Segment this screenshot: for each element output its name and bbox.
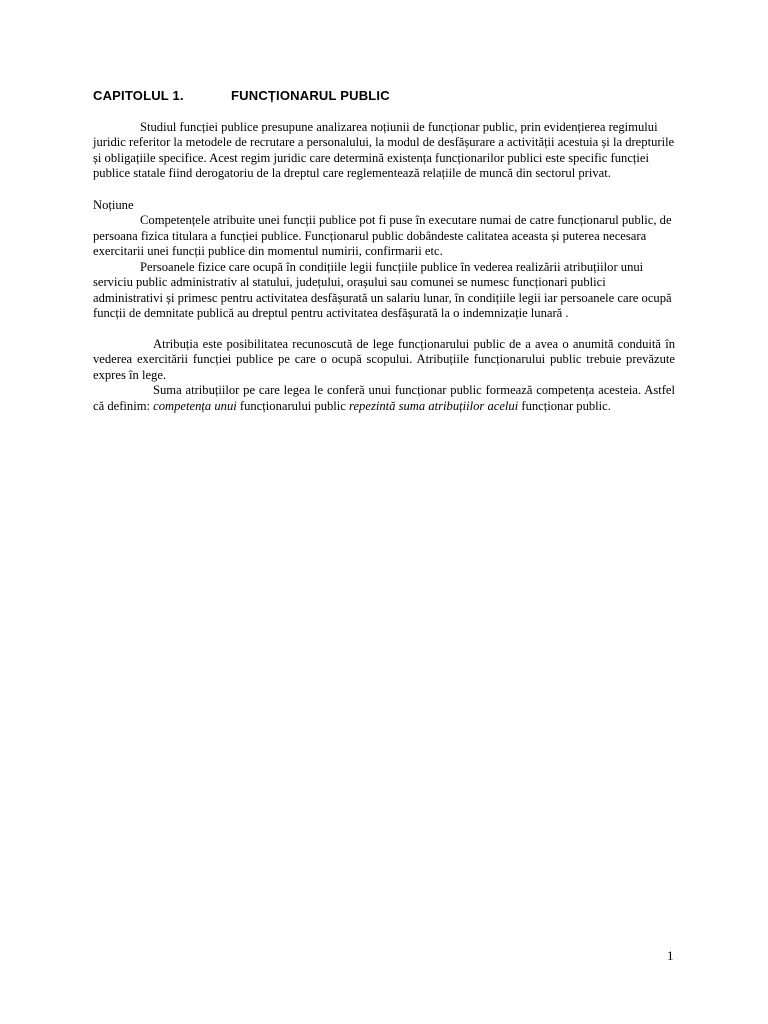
paragraph-gap — [93, 322, 675, 337]
chapter-number: CAPITOLUL 1. — [93, 88, 184, 103]
suma-italic-1: competența unui — [153, 398, 237, 413]
suma-text-1: Suma atribuțiilor pe care legea le conferă unui funcționar public formează competența acesteia. Astfel că definim: — [93, 383, 675, 413]
competente-paragraph: Competențele atribuite unei funcții publice pot fi puse în executare numai de catre funcționarul public, de persoana fizica titulara a funcției publice. Funcționarul public dobândeste calitatea aceasta și puterea necesara exercitarii unei funcții publice din momentul numirii, confirmarii etc. — [93, 213, 672, 258]
document-page — [93, 88, 675, 414]
suma-text-2: funcționarului public — [236, 398, 350, 413]
chapter-title: FUNCȚIONARUL PUBLIC — [231, 88, 390, 103]
persoanele-paragraph: Persoanele fizice care ocupă în condițiile legii funcțiile publice în vederea realizării atribuțiilor unui serviciu public administrativ al statului, județului, orașului sau comunei se numesc funcționari publici administrativi și primesc pentru activitatea desfășurată un salariu lunar, în condițiile legii iar persoanele care ocupă funcții de demnitate publică au dreptul pentru activitatea desfășurată la o indemnizație lunară . — [93, 259, 672, 320]
section-heading: Noțiune — [93, 197, 134, 212]
atributia-paragraph: Atribuția este posibilitatea recunoscută de lege funcționarului public de a avea o anumită conduită în vederea exercitării funcției publice pe care o ocupă scopului. Atribuțiile funcționarului public trebuie prevăzute expres în lege. — [93, 336, 675, 382]
suma-text-3: funcționar public. — [518, 398, 611, 413]
suma-paragraph — [93, 383, 675, 414]
intro-paragraph: Studiul funcției publice presupune analizarea noțiunii de funcționar public, prin evidențierea regimului juridic referitor la metodele de recrutare a personalului, la modul de desfășurare a activității acestuia și la drepturile și obligațiile specifice. Acest regim juridic care determină existența funcționarilor publici este specific funcției publice statale fiind derogatoriu de la dreptul care reglementează relațiile de muncă din sectorul privat. — [93, 119, 675, 180]
suma-italic-2: repezintă suma atribuțiilor acelui — [349, 398, 519, 413]
chapter-heading — [93, 88, 675, 104]
page-number: 1 — [667, 948, 674, 963]
